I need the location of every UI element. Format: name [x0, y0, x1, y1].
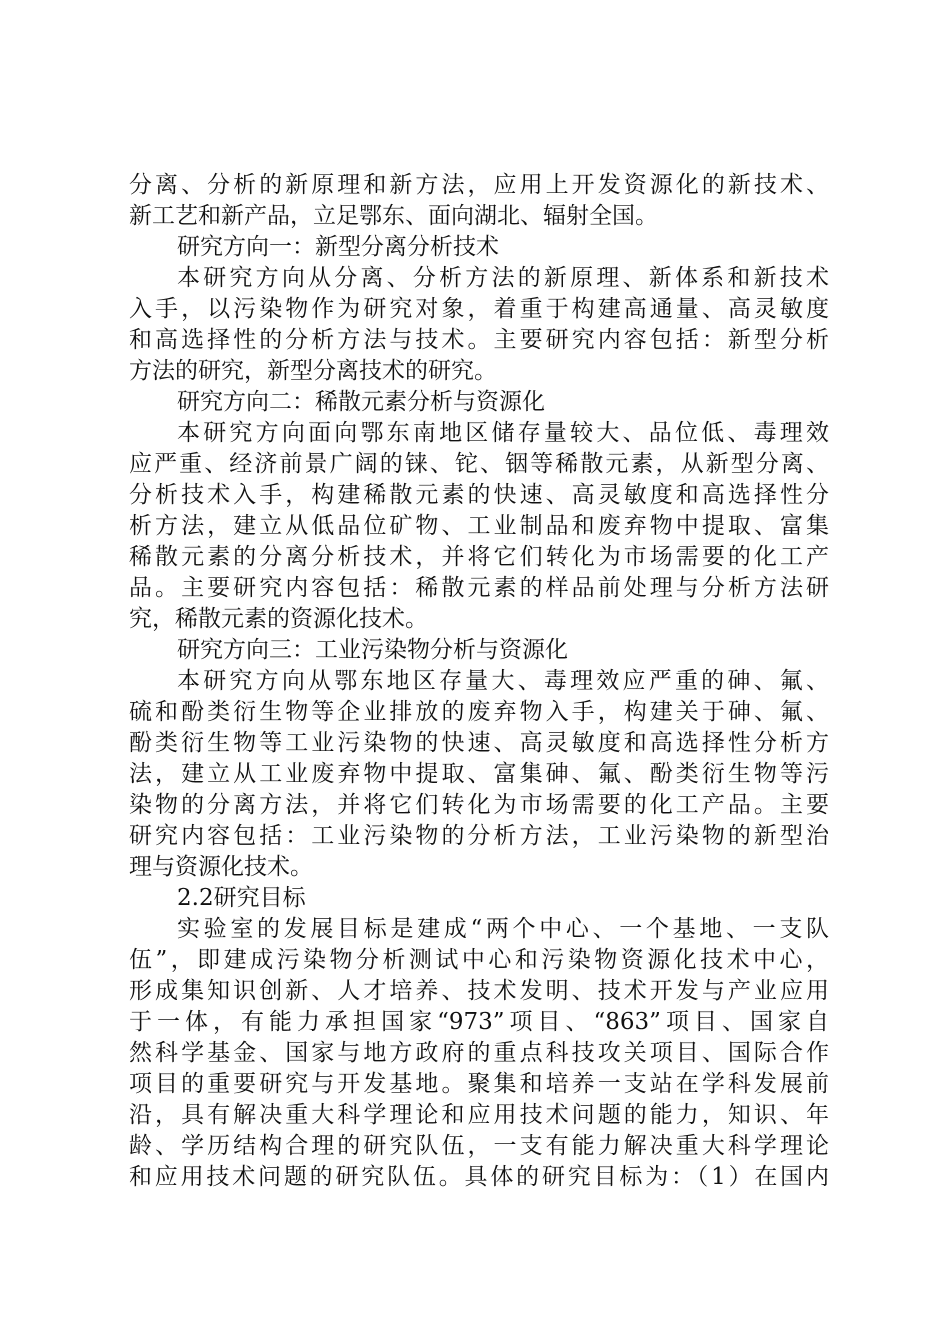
text-line: 究，稀散元素的资源化技术。 — [129, 606, 428, 632]
text-line: 酚类衍生物等工业污染物的快速、高灵敏度和高选择性分析方 — [129, 730, 829, 756]
text-line: 和高选择性的分析方法与技术。主要研究内容包括：新型分析 — [129, 327, 829, 353]
section-heading: 研究方向二：稀散元素分析与资源化 — [177, 389, 545, 415]
section-heading: 研究方向一：新型分离分析技术 — [177, 234, 499, 260]
text-line: 析方法，建立从低品位矿物、工业制品和废弃物中提取、富集 — [129, 513, 829, 539]
text-line: 应严重、经济前景广阔的铼、铊、铟等稀散元素，从新型分离、 — [129, 451, 829, 477]
text-line: 入手，以污染物作为研究对象，着重于构建高通量、高灵敏度 — [129, 296, 829, 322]
text-line: 形成集知识创新、人才培养、技术发明、技术开发与产业应用 — [129, 978, 829, 1004]
text-line: 然科学基金、国家与地方政府的重点科技攻关项目、国际合作 — [129, 1040, 829, 1066]
text-line: 和应用技术问题的研究队伍。具体的研究目标为：（1）在国内 — [129, 1164, 829, 1190]
text-line: 法，建立从工业废弃物中提取、富集砷、氟、酚类衍生物等污 — [129, 761, 829, 787]
text-line: 本研究方向从鄂东地区存量大、毒理效应严重的砷、氟、 — [177, 668, 829, 694]
text-line: 伍”，即建成污染物分析测试中心和污染物资源化技术中心， — [129, 947, 829, 973]
text-line: 沿，具有解决重大科学理论和应用技术问题的能力，知识、年 — [129, 1102, 829, 1128]
text-line: 品。主要研究内容包括：稀散元素的样品前处理与分析方法研 — [129, 575, 829, 601]
text-line: 染物的分离方法，并将它们转化为市场需要的化工产品。主要 — [129, 792, 829, 818]
text-line: 新工艺和新产品，立足鄂东、面向湖北、辐射全国。 — [129, 203, 658, 229]
text-line: 本研究方向面向鄂东南地区储存量较大、品位低、毒理效 — [177, 420, 829, 446]
text-line: 分离、分析的新原理和新方法，应用上开发资源化的新技术、 — [129, 172, 829, 198]
document-body — [129, 170, 829, 1193]
text-line: 项目的重要研究与开发基地。聚集和培养一支站在学科发展前 — [129, 1071, 829, 1097]
text-line: 硫和酚类衍生物等企业排放的废弃物入手，构建关于砷、氟、 — [129, 699, 829, 725]
text-line: 龄、学历结构合理的研究队伍，一支有能力解决重大科学理论 — [129, 1133, 829, 1159]
text-line: 理与资源化技术。 — [129, 854, 313, 880]
text-line: 本研究方向从分离、分析方法的新原理、新体系和新技术 — [177, 265, 829, 291]
text-line: 稀散元素的分离分析技术，并将它们转化为市场需要的化工产 — [129, 544, 829, 570]
section-heading: 2.2研究目标 — [177, 885, 306, 911]
text-line: 于一体，有能力承担国家“973”项目、“863”项目、国家自 — [129, 1009, 829, 1035]
section-heading: 研究方向三：工业污染物分析与资源化 — [177, 637, 568, 663]
text-line: 分析技术入手，构建稀散元素的快速、高灵敏度和高选择性分 — [129, 482, 829, 508]
text-line: 实验室的发展目标是建成“两个中心、一个基地、一支队 — [177, 916, 829, 942]
text-line: 方法的研究，新型分离技术的研究。 — [129, 358, 497, 384]
text-line: 研究内容包括：工业污染物的分析方法，工业污染物的新型治 — [129, 823, 829, 849]
